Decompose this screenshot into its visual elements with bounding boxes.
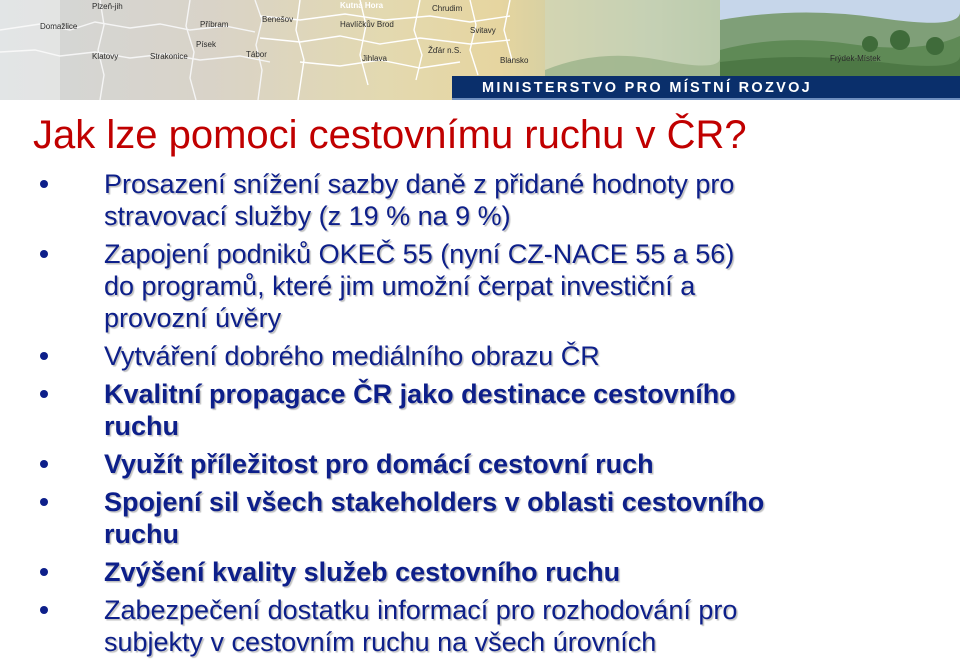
bullet-dot-icon	[40, 568, 48, 576]
bullet-dot-icon	[40, 250, 48, 258]
ministry-name: MINISTERSTVO PRO MÍSTNÍ ROZVOJ	[482, 80, 813, 96]
map-town-label: Žďár n.S.	[428, 46, 462, 55]
bullet-line: provozní úvěry	[104, 303, 282, 333]
bullet-line: Vytváření dobrého mediálního obrazu ČR	[104, 341, 600, 371]
map-town-label: Plzeň-jih	[92, 2, 123, 11]
map-town-label: Chrudim	[432, 4, 463, 13]
bullet-item	[0, 486, 960, 550]
bullet-item	[0, 594, 960, 658]
map-town-label: Havlíčkův Brod	[340, 20, 394, 29]
map-town-label: Tábor	[246, 50, 267, 59]
bullet-item	[0, 556, 960, 588]
bullet-dot-icon	[40, 180, 48, 188]
bullet-dot-icon	[40, 390, 48, 398]
bullet-dot-icon	[40, 460, 48, 468]
ministry-underline	[452, 98, 960, 100]
map-town-label: Klatovy	[92, 52, 119, 61]
bullet-item	[0, 378, 960, 442]
map-town-label: Benešov	[262, 15, 294, 24]
bullet-line: subjekty v cestovním ruchu na všech úrovních	[104, 627, 657, 657]
bullet-dot-icon	[40, 606, 48, 614]
map-town-label: Svitavy	[470, 26, 496, 35]
bullet-dot-icon	[40, 352, 48, 360]
bullet-list	[0, 168, 960, 664]
bullet-item	[0, 238, 960, 334]
map-town-label: Strakonice	[150, 52, 188, 61]
bullet-item	[0, 168, 960, 232]
bullet-line: Spojení sil všech stakeholders v oblasti cestovního	[104, 487, 765, 517]
bullet-line: ruchu	[104, 411, 180, 441]
bullet-line: do programů, které jim umožní čerpat investiční a	[104, 271, 696, 301]
map-town-label: Domažlice	[40, 22, 78, 31]
bullet-line: ruchu	[104, 519, 180, 549]
bullet-line: Zvýšení kvality služeb cestovního ruchu	[104, 557, 621, 587]
bullet-line: Zabezpečení dostatku informací pro rozhodování pro	[104, 595, 738, 625]
bullet-line: Využít příležitost pro domácí cestovní ruch	[104, 449, 654, 479]
map-town-label: Příbram	[200, 20, 229, 29]
map-town-label: Blansko	[500, 56, 529, 65]
bullet-dot-icon	[40, 498, 48, 506]
map-town-label: Písek	[196, 40, 217, 49]
bullet-item	[0, 340, 960, 372]
bullet-line: Zapojení podniků OKEČ 55 (nyní CZ-NACE 55 a 56)	[104, 239, 735, 269]
map-town-label: Frýdek-Místek	[830, 54, 881, 63]
bullet-line: stravovací služby (z 19 % na 9 %)	[104, 201, 511, 231]
bullet-line: Prosazení snížení sazby daně z přidané hodnoty pro	[104, 169, 735, 199]
bullet-line: Kvalitní propagace ČR jako destinace cestovního	[104, 379, 736, 409]
slide-title: Jak lze pomoci cestovnímu ruchu v ČR?	[33, 113, 747, 157]
map-town-label: Kutná Hora	[340, 1, 384, 10]
bullet-item	[0, 448, 960, 480]
header-banner	[0, 0, 960, 100]
map-town-label: Jihlava	[362, 54, 387, 63]
